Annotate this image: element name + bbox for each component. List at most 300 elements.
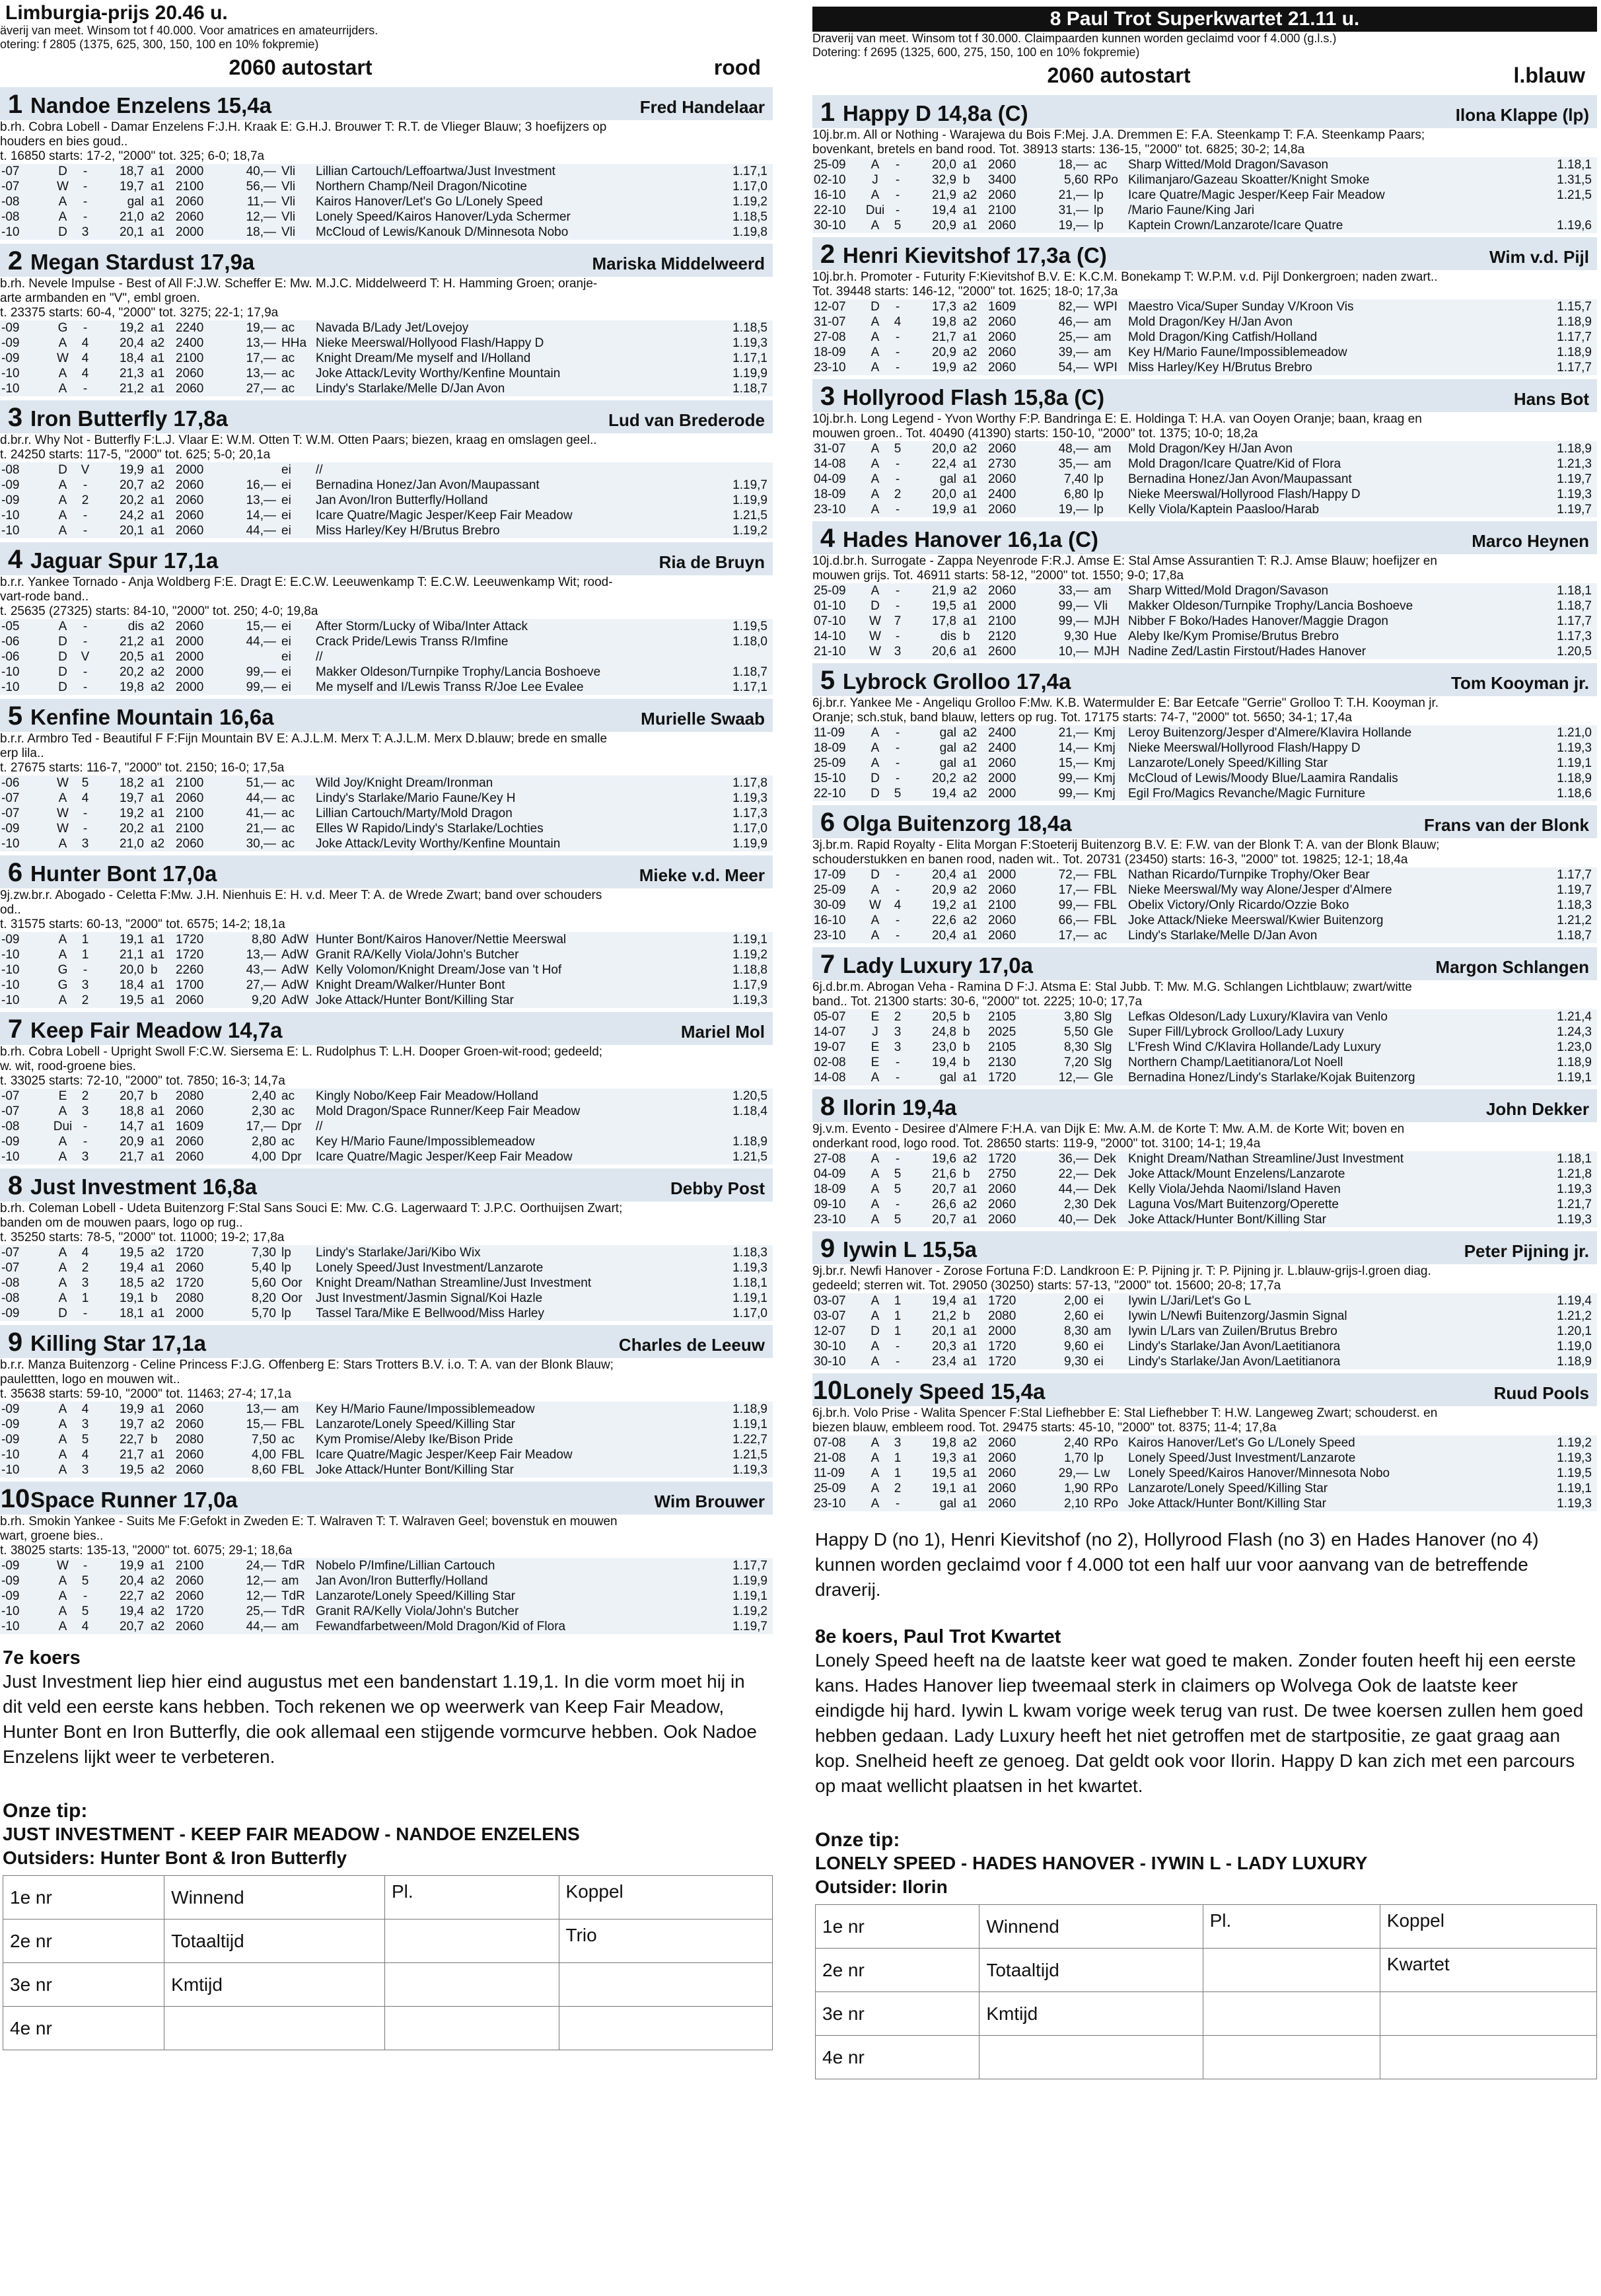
run-track: A [871,188,880,202]
past-run-row [812,1009,1597,1024]
horse-driver: Murielle Swaab [641,709,765,729]
run-driver: ac [281,1433,295,1447]
run-opponents: McCloud of Lewis/Kanouk D/Minnesota Nobo [316,225,569,239]
run-place: - [83,210,88,224]
run-odds: 99,— [1058,614,1088,628]
run-opponents: Mold Dragon/Space Runner/Keep Fair Meadow [316,1104,581,1118]
run-distance: 2060 [988,929,1016,943]
run-distance: 2025 [988,1025,1016,1039]
run-opponents: Laguna Vos/Mart Buitenzorg/Operette [1128,1198,1339,1211]
run-place: 4 [894,315,902,329]
run-winner-time: 1.21,2 [1557,914,1592,927]
horse-name: Lady Luxury 17,0a [843,953,1033,978]
run-track: A [58,1104,67,1118]
tip-outsiders: Outsiders: Hunter Bont & Iron Butterfly [3,1848,347,1868]
run-odds: 5,40 [252,1261,276,1275]
horse-pedigree: paulettten, logo en mouwen wit.. [0,1373,180,1386]
horse-pedigree: onderkant rood, logo rood. Tot. 28650 starts: 119-9, "2000" tot. 3100; 14-1; 19,4a [812,1137,1261,1151]
past-run-row [812,928,1597,943]
run-place: 2 [894,487,902,501]
horse-name: Megan Stardust 17,9a [30,250,255,274]
run-opponents: Mold Dragon/Key H/Jan Avon [1128,315,1293,329]
horse-header [812,95,1597,128]
past-runs-table [0,932,773,1008]
run-kmtime: 19,7 [120,1417,144,1431]
run-date: -10 [1,1620,20,1633]
horse-entry [0,699,773,851]
run-place: - [895,1152,900,1166]
run-place: - [83,1589,88,1603]
run-kmtime: 19,3 [932,1451,956,1465]
run-date: -10 [1,1150,20,1164]
run-odds: 99,— [246,680,276,694]
run-place: - [83,321,88,335]
run-odds: 21,— [1058,726,1088,740]
tip-label: Onze tip: [815,1829,900,1851]
run-place: - [895,883,900,897]
run-winner-time: 1.19,3 [732,1463,767,1477]
run-winner-time: 1.19,7 [732,1620,767,1633]
run-driver: am [1094,442,1112,456]
run-place: 3 [894,645,902,659]
run-date: 21-10 [814,645,846,659]
run-driver: ei [281,620,291,633]
run-place: 4 [81,791,89,805]
run-kmtime: 23,4 [932,1355,956,1369]
run-date: 04-09 [814,472,846,486]
run-odds: 10,— [1058,645,1088,659]
past-runs-table [812,725,1597,801]
run-start: a1 [151,1448,165,1462]
run-track: A [58,195,67,209]
past-run-row [0,523,773,538]
run-date: 05-07 [814,1010,846,1024]
horse-pedigree: gedeeld; sterren wit. Tot. 29050 (30250) starts: 57-13, "2000" tot. 15600; 20-8; 17,7a [812,1279,1281,1293]
run-winner-time: 1.17,0 [732,180,767,194]
run-start: a1 [151,993,165,1007]
run-date: -07 [1,1246,20,1260]
run-distance: 1720 [176,933,204,947]
past-run-row [812,487,1597,502]
run-winner-time: 1.31,5 [1557,173,1592,187]
run-start: a1 [963,599,978,613]
run-track: A [58,1402,67,1416]
run-distance: 2000 [176,665,204,679]
run-odds: 2,00 [1064,1294,1088,1308]
run-place: - [895,457,900,471]
run-kmtime: 19,4 [932,203,956,217]
run-kmtime: 20,2 [120,665,144,679]
horse-entry [812,1089,1597,1227]
run-place: 5 [894,1167,902,1181]
run-distance: 2060 [988,914,1016,927]
run-odds: 14,— [246,509,276,522]
run-date: 22-10 [814,787,846,801]
result-grid-cell: Trio [559,1919,772,1963]
run-track: W [57,1559,69,1573]
run-kmtime: 19,2 [932,898,956,912]
horse-pedigree: od.. [0,903,21,917]
past-run-row [812,314,1597,330]
run-driver: FBL [1094,898,1117,912]
run-opponents: Egil Fro/Magics Revanche/Magic Furniture [1128,787,1366,801]
run-odds: 35,— [1058,457,1088,471]
past-runs-table [0,1558,773,1634]
run-driver: Hue [1094,629,1117,643]
run-odds: 9,30 [1064,1355,1088,1369]
run-date: -08 [1,463,20,477]
run-driver: lp [1094,487,1104,501]
past-run-row [812,1339,1597,1354]
run-track: A [58,993,67,1007]
run-start: a1 [963,330,978,344]
run-start: a2 [963,300,978,314]
run-winner-time: 1.21,3 [1557,457,1592,471]
run-opponents: Knight Dream/Nathan Streamline/Just Investment [316,1276,592,1290]
run-driver: ac [281,791,295,805]
run-kmtime: 19,5 [120,1246,144,1260]
run-date: 12-07 [814,1324,846,1338]
run-track: A [871,584,880,598]
run-place: - [895,472,900,486]
run-start: a1 [151,1120,165,1133]
run-distance: 2100 [176,776,204,790]
run-odds: 13,— [246,948,276,962]
run-start: b [963,1025,970,1039]
run-date: 25-09 [814,883,846,897]
horse-pedigree: d.br.r. Why Not - Butterfly F:L.J. Vlaar E: W.M. Otten T: W.M. Otten Paars; biezen, kraag en omslagen geel.. [0,433,597,447]
run-place: - [895,1340,900,1353]
run-odds: 7,20 [1064,1056,1088,1069]
run-place: 4 [81,351,89,365]
run-date: -09 [1,1433,20,1447]
run-place: - [895,345,900,359]
run-distance: 2060 [176,1402,204,1416]
run-distance: 1720 [176,1246,204,1260]
run-distance: 2060 [988,158,1016,172]
run-odds: 27,— [246,382,276,396]
run-driver: ei [281,524,291,538]
run-track: D [871,1324,880,1338]
run-driver: ac [281,1135,295,1149]
run-odds: 7,50 [252,1433,276,1447]
run-kmtime: 19,2 [120,807,144,820]
run-track: A [871,1482,880,1495]
run-opponents: Iywin L/Jari/Let's Go L [1128,1294,1252,1308]
horse-number: 8 [7,1171,23,1200]
horse-entry [0,542,773,695]
run-date: -09 [1,1307,20,1320]
past-run-row [0,1119,773,1134]
run-distance: 1720 [988,1294,1016,1308]
run-opponents: Nieke Meerswal/My way Alone/Jesper d'Almere [1128,883,1392,897]
run-winner-time: 1.18,8 [732,963,767,977]
run-distance: 1609 [988,300,1016,314]
run-driver: Kmj [1094,771,1116,785]
run-distance: 2060 [176,1589,204,1603]
horse-pedigree: Oranje; sch.stuk, band blauw, letters op rug. Tot. 17175 starts: 74-7, "2000" tot. 5650; 34-1; 17,4a [812,711,1352,725]
run-track: A [58,210,67,224]
past-run-row [0,932,773,947]
horse-pedigree: t. 38025 starts: 135-13, "2000" tot. 6075; 29-1; 18,6a [0,1544,293,1558]
run-odds: 2,80 [252,1135,276,1149]
run-kmtime: gal [939,1071,956,1085]
past-run-row [812,1481,1597,1496]
result-grid-cell [384,2007,559,2050]
run-distance: 2060 [176,478,204,492]
run-place: 1 [81,933,89,947]
run-start: a2 [151,210,165,224]
run-track: D [871,868,880,882]
run-opponents: After Storm/Lucky of Wiba/Inter Attack [316,620,528,633]
run-kmtime: 19,5 [120,1463,144,1477]
run-opponents: Joke Attack/Hunter Bont/Killing Star [1128,1497,1326,1511]
run-opponents: Joke Attack/Hunter Bont/Killing Star [316,1463,514,1477]
run-driver: TdR [281,1589,305,1603]
past-runs-table [0,1089,773,1165]
run-start: a2 [963,188,978,202]
run-place: - [83,382,88,396]
horse-pedigree: band.. Tot. 21300 starts: 30-6, "2000" tot. 2225; 10-0; 17,7a [812,995,1143,1009]
run-start: a2 [151,1463,165,1477]
past-run-row [812,188,1597,203]
run-track: E [871,1056,880,1069]
run-driver: am [1094,1324,1112,1338]
run-start: a1 [963,614,978,628]
horse-name: Lybrock Grolloo 17,4a [843,669,1071,694]
run-track: A [871,726,880,740]
horse-pedigree: 10j.br.h. Long Legend - Yvon Worthy F:P. Bandringa E: E. Holdinga T: H.A. van Ooyen Oranje; baan, kraag en [812,412,1422,426]
horse-number: 7 [820,950,836,979]
past-run-row [0,508,773,523]
horse-name: Ilorin 19,4a [843,1095,957,1120]
run-driver: AdW [281,948,309,962]
run-driver: lp [281,1246,291,1260]
run-driver: Kmj [1094,756,1116,770]
run-opponents: Joke Attack/Hunter Bont/Killing Star [316,993,514,1007]
race-title: 8 Paul Trot Superkwartet 21.11 u. [812,7,1597,32]
run-place: - [895,726,900,740]
run-winner-time: 1.17,9 [732,978,767,992]
run-odds: 17,— [246,351,276,365]
past-run-row [0,493,773,508]
run-start: b [151,1291,158,1305]
run-winner-time: 1.18,9 [1557,1355,1592,1369]
run-distance: 2060 [988,756,1016,770]
run-date: -09 [1,1559,20,1573]
horse-number: 6 [7,858,23,887]
race-conditions-line: otering: f 2805 (1375, 625, 300, 150, 100 en 10% fokpremie) [0,38,319,51]
run-kmtime: 20,5 [932,1010,956,1024]
horse-number: 5 [820,666,836,695]
run-date: 25-09 [814,584,846,598]
past-run-row [812,441,1597,456]
run-distance: 2000 [988,771,1016,785]
run-odds: 48,— [1058,442,1088,456]
result-grid-row [3,1876,773,1919]
run-start: b [963,1010,970,1024]
run-winner-time: 1.18,7 [1557,929,1592,943]
run-start: a2 [963,315,978,329]
run-opponents: Me myself and I/Lewis Transs R/Joe Lee Evalee [316,680,584,694]
run-driver: Dek [1094,1182,1116,1196]
run-place: 3 [894,1040,902,1054]
run-winner-time: 1.18,1 [732,1276,767,1290]
past-run-row [812,1435,1597,1451]
run-distance: 2060 [988,188,1016,202]
run-track: D [58,225,67,239]
result-grid [815,1904,1597,2079]
run-date: 14-10 [814,629,846,643]
run-winner-time: 1.19,1 [732,1291,767,1305]
run-distance: 2000 [176,164,204,178]
run-opponents: Lonely Speed/Just Investment/Lanzarote [316,1261,544,1275]
horse-number: 1 [820,98,836,127]
horse-number: 10 [812,1376,843,1405]
run-odds: 21,— [246,822,276,836]
past-run-row [812,1496,1597,1511]
run-driver: Lw [1094,1466,1110,1480]
run-winner-time: 1.19,6 [1557,219,1592,233]
run-driver: RPo [1094,1436,1118,1450]
run-kmtime: 18,4 [120,351,144,365]
run-winner-time: 1.21,5 [732,1150,767,1164]
result-grid-cell: Kmtijd [164,1963,385,2007]
run-odds: 12,— [1058,1071,1088,1085]
run-track: A [871,883,880,897]
run-distance: 2060 [176,1261,204,1275]
horse-driver: Ria de Bruyn [658,552,765,572]
run-driver: lp [1094,1451,1104,1465]
horse-header [812,1089,1597,1122]
run-track: A [58,382,67,396]
run-driver: am [1094,315,1112,329]
horse-pedigree: 10j.d.br.h. Surrogate - Zappa Neyenrode F:R.J. Amse E: Stal Amse Assurantien T: R.J. Amse Blauw; hoefijzer en [812,554,1437,568]
run-opponents: Nathan Ricardo/Turnpike Trophy/Oker Bear [1128,868,1370,882]
run-date: -07 [1,1089,20,1103]
run-kmtime: 19,4 [120,1261,144,1275]
run-track: A [871,741,880,755]
run-winner-time: 1.23,0 [1557,1040,1592,1054]
horse-entry [812,521,1597,659]
horse-driver: Charles de Leeuw [618,1335,765,1355]
run-date: 23-10 [814,929,846,943]
run-distance: 2060 [988,503,1016,517]
run-kmtime: 24,2 [120,509,144,522]
run-start: a2 [151,1417,165,1431]
past-run-row [0,179,773,194]
run-date: 25-09 [814,756,846,770]
run-date: 18-09 [814,1182,846,1196]
run-opponents: Kilimanjaro/Gazeau Skoatter/Knight Smoke [1128,173,1370,187]
run-date: -08 [1,1276,20,1290]
run-date: -10 [1,367,20,380]
past-run-row [0,649,773,664]
run-winner-time: 1.21,4 [1557,1010,1592,1024]
run-date: -07 [1,791,20,805]
run-distance: 1720 [988,1355,1016,1369]
run-track: A [58,1589,67,1603]
run-opponents: Jan Avon/Iron Butterfly/Holland [316,493,488,507]
run-place: - [83,822,88,836]
run-odds: 54,— [1058,361,1088,375]
run-place: 4 [81,1402,89,1416]
run-track: E [58,1089,67,1103]
past-run-row [812,1466,1597,1481]
run-kmtime: 19,8 [932,1436,956,1450]
run-date: 02-10 [814,173,846,187]
run-driver: Vli [281,180,296,194]
start-line [0,52,773,83]
run-odds: 15,— [246,620,276,633]
result-grid-cell: Totaaltijd [164,1919,385,1963]
run-driver: ac [281,1089,295,1103]
past-run-row [0,978,773,993]
run-track: A [58,367,67,380]
run-place: - [895,756,900,770]
past-runs-table [812,299,1597,375]
past-runs-table [0,164,773,240]
past-run-row [812,629,1597,644]
horse-pedigree: b.rh. Cobra Lobell - Damar Enzelens F:J.H. Kraak E: G.H.J. Brouwer T: R.T. de Vlieger Blauw; 3 hoefijzers op [0,120,607,134]
past-run-row [0,1462,773,1478]
run-place: - [895,1056,900,1069]
past-run-row [0,619,773,634]
run-winner-time: 1.19,3 [1557,1182,1592,1196]
past-runs-table [812,1435,1597,1511]
past-run-row [0,478,773,493]
horse-driver: Mieke v.d. Meer [639,865,765,885]
run-distance: 1720 [176,1276,204,1290]
run-opponents: Key H/Mario Faune/Impossiblemeadow [316,1402,535,1416]
run-kmtime: 18,1 [120,1307,144,1320]
run-opponents: Kairos Hanover/Let's Go L/Lonely Speed [316,195,543,209]
run-opponents: Key H/Mario Faune/Impossiblemeadow [1128,345,1347,359]
run-kmtime: 26,6 [932,1198,956,1211]
result-grid-cell [559,2007,772,2050]
run-winner-time: 1.18,5 [732,321,767,335]
horse-pedigree: 9j.br.r. Newfi Hanover - Zorose Fortuna F:D. Landkroon E: P. Pijning jr. T: P. Pijning jr. L.blauw-grijs-l.groen diag. [812,1264,1431,1278]
run-odds: 44,— [246,1620,276,1633]
past-run-row [0,1558,773,1573]
comment-title: 7e koers [3,1647,81,1668]
run-distance: 2060 [176,1135,204,1149]
run-start: a2 [151,1589,165,1603]
result-grid-cell [1203,1949,1380,1992]
run-place: 5 [894,787,902,801]
run-place: - [83,620,88,633]
run-date: -09 [1,1135,20,1149]
run-track: A [871,1213,880,1227]
run-distance: 2400 [988,726,1016,740]
run-start: a2 [963,771,978,785]
run-driver: ac [1094,929,1108,943]
run-kmtime: 20,4 [932,868,956,882]
run-date: -09 [1,1417,20,1431]
run-date: 03-07 [814,1294,846,1308]
run-start: a1 [151,807,165,820]
horse-header [812,521,1597,554]
horse-pedigree: t. 16850 starts: 17-2, "2000" tot. 325; 6-0; 18,7a [0,149,265,163]
run-kmtime: 20,9 [932,345,956,359]
run-track: A [871,503,880,517]
run-track: A [58,1246,67,1260]
run-winner-time: 1.21,5 [732,1448,767,1462]
run-kmtime: dis [940,629,956,643]
run-start: a2 [963,1198,978,1211]
run-place: - [83,1120,88,1133]
run-date: -10 [1,665,20,679]
